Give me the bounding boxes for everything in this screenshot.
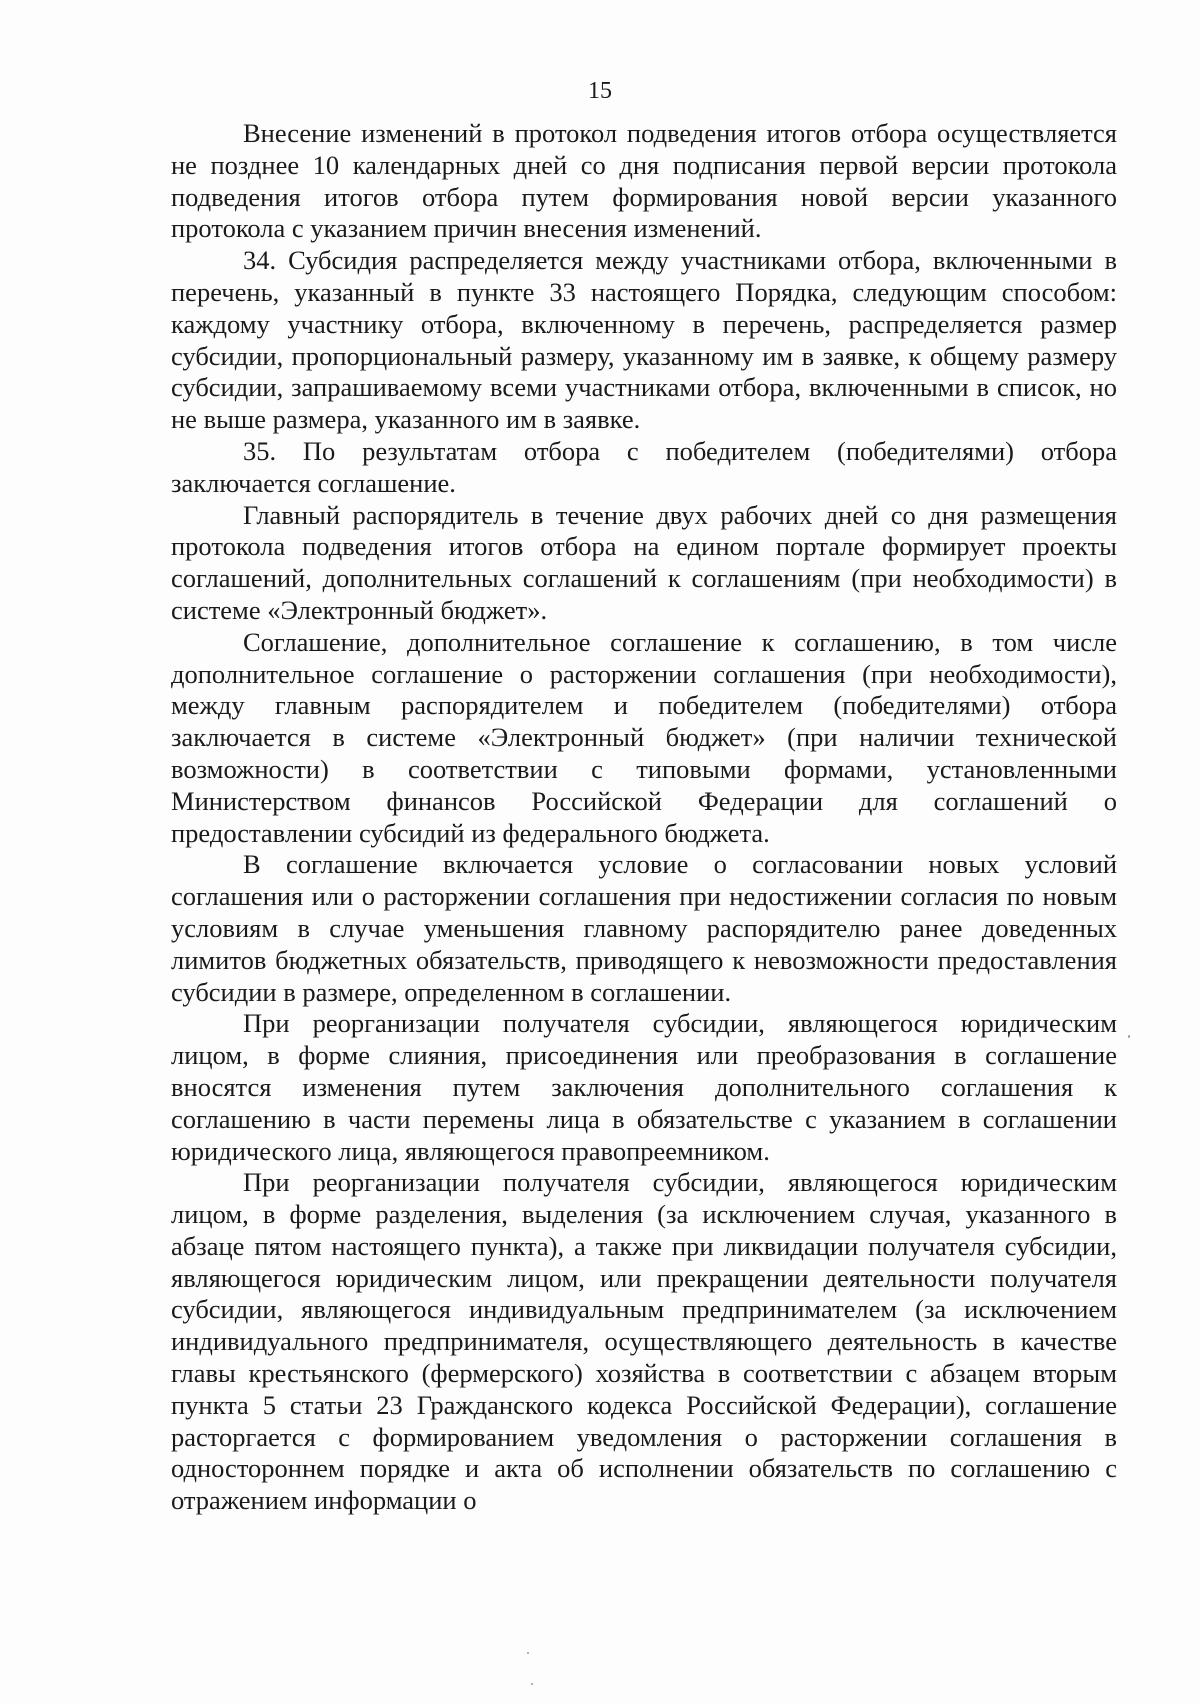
scan-speck: [527, 1652, 529, 1654]
scan-speck: [1128, 1035, 1130, 1038]
paragraph-agreement-conclusion: Соглашение, дополнительное соглашение к соглашению, в том числе дополнительное соглашение о расторжении соглашения (при необходимости), между главным распорядителем и победителем (победителями) отбора заключается в системе «Электронный бюджет» (при наличии технической возможности) в соответствии с типовыми формами, установленными Министерством финансов Российской Федерации для соглашений о предоставлении субсидий из федерального бюджета.: [171, 626, 1117, 848]
paragraph-item-35: 35. По результатам отбора с победителем (победителями) отбора заключается соглашение.: [171, 435, 1117, 498]
page-number: 15: [588, 78, 612, 104]
paragraph-reorganization-merger: При реорганизации получателя субсидии, являющегося юридическим лицом, в форме слияния, присоединения или преобразования в соглашение вносятся изменения путем заключения дополнительного соглашения к соглашению в части перемены лица в обязательстве с указанием в соглашении юридического лица, являющегося правопреемником.: [171, 1008, 1117, 1166]
paragraph-item-34: 34. Субсидия распределяется между участниками отбора, включенными в перечень, указанный в пункте 33 настоящего Порядка, следующим способом: каждому участнику отбора, включенному в перечень, распределяется размер субсидии, пропорциональный размеру, указанному им в заявке, к общему размеру субсидии, запрашиваемому всеми участниками отбора, включенными в список, но не выше размера, указанного им в заявке.: [171, 245, 1117, 435]
paragraph-new-conditions: В соглашение включается условие о согласовании новых условий соглашения или о расторжении соглашения при недостижении согласия по новым условиям в случае уменьшения главному распорядителю ранее доведенных лимитов бюджетных обязательств, приводящего к невозможности предоставления субсидии в размере, определенном в соглашении.: [171, 849, 1117, 1007]
scan-speck: [531, 1683, 533, 1685]
document-body: [171, 118, 1117, 1517]
paragraph-agreement-drafts: Главный распорядитель в течение двух рабочих дней со дня размещения протокола подведения итогов отбора на едином портале формирует проекты соглашений, дополнительных соглашений к соглашениям (при необходимости) в системе «Электронный бюджет».: [171, 499, 1117, 625]
paragraph-reorganization-division: При реорганизации получателя субсидии, являющегося юридическим лицом, в форме разделения, выделения (за исключением случая, указанного в абзаце пятом настоящего пункта), а также при ликвидации получателя субсидии, являющегося юридическим лицом, или прекращении деятельности получателя субсидии, являющегося индивидуальным предпринимателем (за исключением индивидуального предпринимателя, осуществляющего деятельность в качестве главы крестьянского (фермерского) хозяйства в соответствии с абзацем вторым пункта 5 статьи 23 Гражданского кодекса Российской Федерации), соглашение расторгается с формированием уведомления о расторжении соглашения в одностороннем порядке и акта об исполнении обязательств по соглашению с отражением информации о: [171, 1167, 1117, 1516]
paragraph-protocol-changes: Внесение изменений в протокол подведения итогов отбора осуществляется не позднее 10 календарных дней со дня подписания первой версии протокола подведения итогов отбора путем формирования новой версии указанного протокола с указанием причин внесения изменений.: [171, 118, 1117, 244]
